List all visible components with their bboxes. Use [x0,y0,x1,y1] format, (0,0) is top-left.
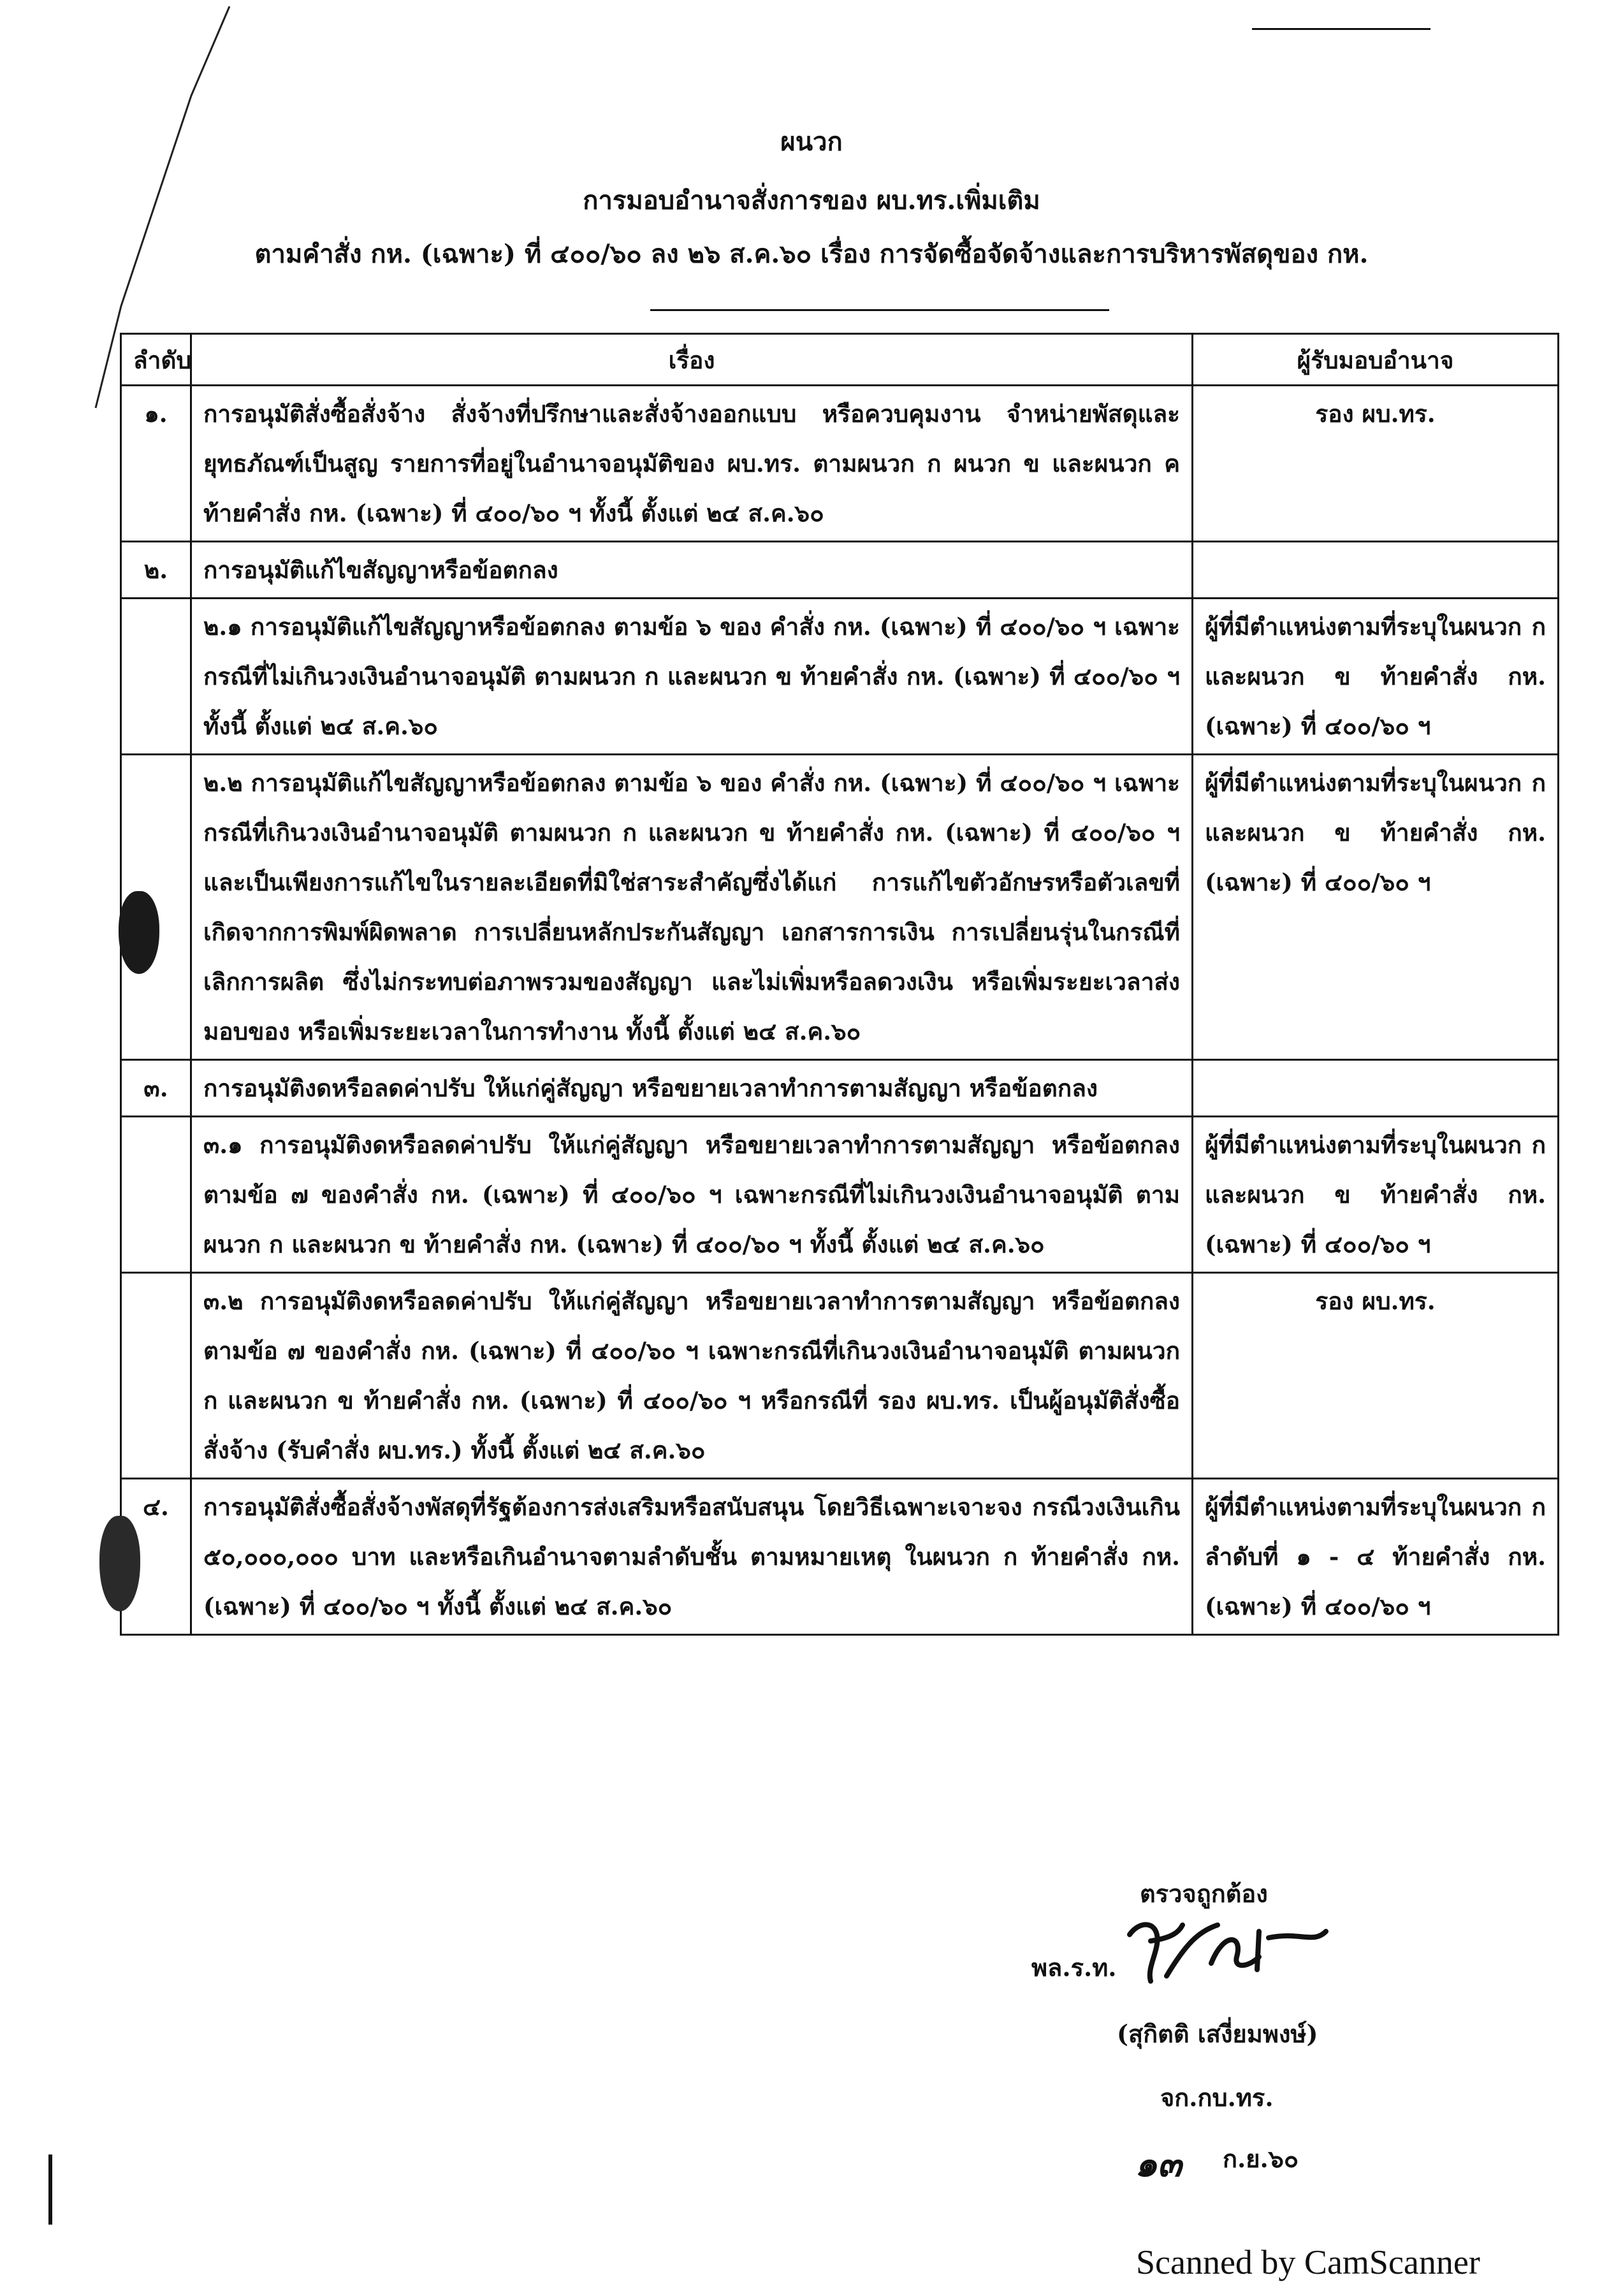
authority-table [120,333,1559,1636]
row-number: ๔. [121,1479,191,1635]
table-row [121,386,1559,542]
table-row [121,1117,1559,1273]
certified-label: ตรวจถูกต้อง [1140,1879,1268,1908]
row-subject: ๓.๑ การอนุมัติงดหรือลดค่าปรับ ให้แก่คู่สัญญา หรือขยายเวลาทำการตามสัญญา หรือข้อตกลง ตามข้อ ๗ ของคำสั่ง กห. (เฉพาะ) ที่ ๔๐๐/๖๐ ฯ เฉพาะกรณีที่ไม่เกินวงเงินอำนาจอนุมัติ ตามผนวก ก และผนวก ข ท้ายคำสั่ง กห. (เฉพาะ) ที่ ๔๐๐/๖๐ ฯ ทั้งนี้ ตั้งแต่ ๒๔ ส.ค.๖๐ [191,1117,1193,1273]
row-subject: ๓.๒ การอนุมัติงดหรือลดค่าปรับ ให้แก่คู่สัญญา หรือขยายเวลาทำการตามสัญญา หรือข้อตกลง ตามข้อ ๗ ของคำสั่ง กห. (เฉพาะ) ที่ ๔๐๐/๖๐ ฯ เฉพาะกรณีที่เกินวงเงินอำนาจอนุมัติ ตามผนวก ก และผนวก ข ท้ายคำสั่ง กห. (เฉพาะ) ที่ ๔๐๐/๖๐ ฯ หรือกรณีที่ รอง ผบ.ทร. เป็นผู้อนุมัติสั่งซื้อสั่งจ้าง (รับคำสั่ง ผบ.ทร.) ทั้งนี้ ตั้งแต่ ๒๔ ส.ค.๖๐ [191,1273,1193,1479]
row-subject: การอนุมัติสั่งซื้อสั่งจ้างพัสดุที่รัฐต้องการส่งเสริมหรือสนับสนุน โดยวิธีเฉพาะเจาะจง กรณีวงเงินเกิน ๕๐,๐๐๐,๐๐๐ บาท และหรือเกินอำนาจตามลำดับชั้น ตามหมายเหตุ ในผนวก ก ท้ายคำสั่ง กห. (เฉพาะ) ที่ ๔๐๐/๖๐ ฯ ทั้งนี้ ตั้งแต่ ๒๔ ส.ค.๖๐ [191,1479,1193,1635]
signer-name: (สุกิตติ เสงี่ยมพงษ์) [1117,2019,1318,2048]
row-subject: การอนุมัติงดหรือลดค่าปรับ ให้แก่คู่สัญญา หรือขยายเวลาทำการตามสัญญา หรือข้อตกลง [191,1060,1193,1117]
row-number: ๑. [121,386,191,542]
table-row [121,599,1559,755]
handwritten-signature [1122,1906,1332,1989]
header-line-1: การมอบอำนาจสั่งการของ ผบ.ทร.เพิ่มเติม [583,185,1040,215]
row-subject: ๒.๑ การอนุมัติแก้ไขสัญญาหรือข้อตกลง ตามข้อ ๖ ของ คำสั่ง กห. (เฉพาะ) ที่ ๔๐๐/๖๐ ฯ เฉพาะกรณีที่ไม่เกินวงเงินอำนาจอนุมัติ ตามผนวก ก และผนวก ข ท้ายคำสั่ง กห. (เฉพาะ) ที่ ๔๐๐/๖๐ ฯ ทั้งนี้ ตั้งแต่ ๒๔ ส.ค.๖๐ [191,599,1193,755]
table-row [121,542,1559,599]
date-day: ๑๓ [1135,2143,1182,2185]
table-row [121,1273,1559,1479]
table-row [121,1060,1559,1117]
row-authority: ผู้ที่มีตำแหน่งตามที่ระบุในผนวก ก และผนวก ข ท้ายคำสั่ง กห. (เฉพาะ) ที่ ๔๐๐/๖๐ ฯ [1193,755,1559,1060]
table-row [121,1479,1559,1635]
header-underline [650,309,1109,311]
table-row [121,755,1559,1060]
table-header-row [121,334,1559,386]
binder-hole-mark [99,1516,140,1611]
page-title: ผนวก [780,127,843,157]
signer-rank: พล.ร.ท. [1031,1953,1117,1982]
col-header-order: ลำดับ [121,334,191,386]
row-authority [1193,1060,1559,1117]
signer-position: จก.กบ.ทร. [1160,2083,1274,2112]
date-month: ก.ย.๖๐ [1223,2144,1299,2173]
row-authority: ผู้ที่มีตำแหน่งตามที่ระบุในผนวก ก และผนวก ข ท้ายคำสั่ง กห. (เฉพาะ) ที่ ๔๐๐/๖๐ ฯ [1193,599,1559,755]
row-number [121,1117,191,1273]
binder-hole-mark [119,891,159,974]
row-subject: การอนุมัติแก้ไขสัญญาหรือข้อตกลง [191,542,1193,599]
col-header-subject: เรื่อง [191,334,1193,386]
row-number: ๓. [121,1060,191,1117]
col-header-authority: ผู้รับมอบอำนาจ [1193,334,1559,386]
row-authority: ผู้ที่มีตำแหน่งตามที่ระบุในผนวก ก ลำดับที่ ๑ - ๔ ท้ายคำสั่ง กห. (เฉพาะ) ที่ ๔๐๐/๖๐ ฯ [1193,1479,1559,1635]
scan-edge-bar [48,2154,52,2225]
row-subject: ๒.๒ การอนุมัติแก้ไขสัญญาหรือข้อตกลง ตามข้อ ๖ ของ คำสั่ง กห. (เฉพาะ) ที่ ๔๐๐/๖๐ ฯ เฉพาะกรณีที่เกินวงเงินอำนาจอนุมัติ ตามผนวก ก และผนวก ข ท้ายคำสั่ง กห. (เฉพาะ) ที่ ๔๐๐/๖๐ ฯ และเป็นเพียงการแก้ไขในรายละเอียดที่มิใช่สาระสำคัญซึ่งได้แก่ การแก้ไขตัวอักษรหรือตัวเลขที่เกิดจากการพิมพ์ผิดพลาด การเปลี่ยนหลักประกันสัญญา เอกสารการเงิน การเปลี่ยนรุ่นในกรณีที่เลิกการผลิต ซึ่งไม่กระทบต่อภาพรวมของสัญญา และไม่เพิ่มหรือลดวงเงิน หรือเพิ่มระยะเวลาส่งมอบของ หรือเพิ่มระยะเวลาในการทำงาน ทั้งนี้ ตั้งแต่ ๒๔ ส.ค.๖๐ [191,755,1193,1060]
top-right-line [1252,28,1430,30]
row-subject: การอนุมัติสั่งซื้อสั่งจ้าง สั่งจ้างที่ปรึกษาและสั่งจ้างออกแบบ หรือควบคุมงาน จำหน่ายพัสดุและยุทธภัณฑ์เป็นสูญ รายการที่อยู่ในอำนาจอนุมัติของ ผบ.ทร. ตามผนวก ก ผนวก ข และผนวก ค ท้ายคำสั่ง กห. (เฉพาะ) ที่ ๔๐๐/๖๐ ฯ ทั้งนี้ ตั้งแต่ ๒๔ ส.ค.๖๐ [191,386,1193,542]
row-authority: รอง ผบ.ทร. [1193,1273,1559,1479]
row-number [121,599,191,755]
row-number: ๒. [121,542,191,599]
camscanner-watermark: Scanned by CamScanner [1136,2243,1480,2281]
row-authority: รอง ผบ.ทร. [1193,386,1559,542]
row-number [121,1273,191,1479]
row-authority [1193,542,1559,599]
row-authority: ผู้ที่มีตำแหน่งตามที่ระบุในผนวก ก และผนวก ข ท้ายคำสั่ง กห. (เฉพาะ) ที่ ๔๐๐/๖๐ ฯ [1193,1117,1559,1273]
header-line-2: ตามคำสั่ง กห. (เฉพาะ) ที่ ๔๐๐/๖๐ ลง ๒๖ ส.ค.๖๐ เรื่อง การจัดซื้อจัดจ้างและการบริหารพัสดุของ กห. [254,239,1369,269]
